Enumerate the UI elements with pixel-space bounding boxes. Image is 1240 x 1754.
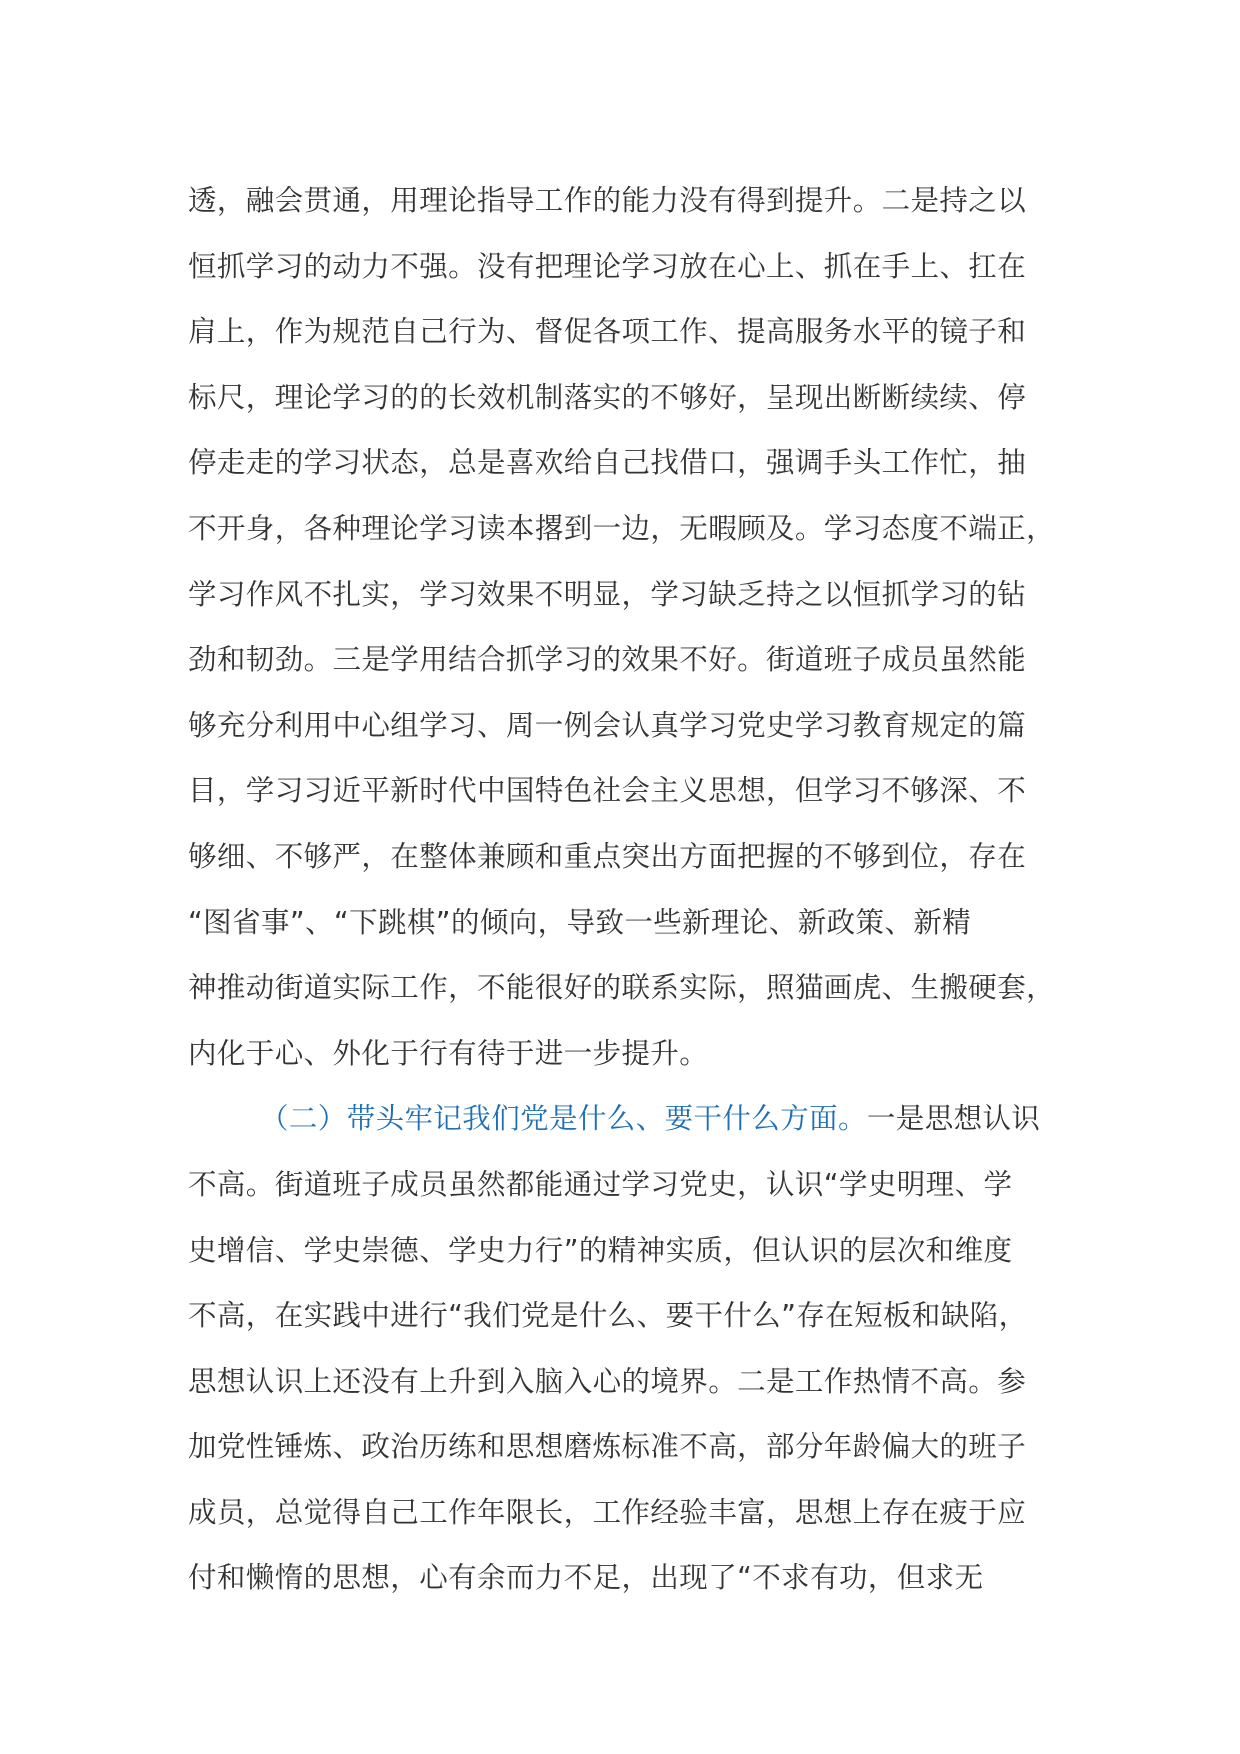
paragraph-line: 付和懒惰的思想，心有余而力不足，出现了“不求有功，但求无 xyxy=(188,1561,984,1595)
paragraph-line: 学习作风不扎实，学习效果不明显，学习缺乏持之以恒抓学习的钻 xyxy=(188,577,1027,611)
paragraph-line: 够充分利用中心组学习、周一例会认真学习党史学习教育规定的篇 xyxy=(188,708,1027,742)
paragraph-line: 目，学习习近平新时代中国特色社会主义思想，但学习不够深、不 xyxy=(188,774,1027,808)
paragraph-line: 停走走的学习状态，总是喜欢给自己找借口，强调手头工作忙，抽 xyxy=(188,446,1027,480)
paragraph-line: 标尺，理论学习的的长效机制落实的不够好，呈现出断断续续、停 xyxy=(188,380,1027,414)
paragraph-line: 肩上，作为规范自己行为、督促各项工作、提高服务水平的镜子和 xyxy=(188,315,1027,349)
paragraph-line: 神推动街道实际工作，不能很好的联系实际，照猫画虎、生搬硬套， xyxy=(188,971,1056,1005)
paragraph-line: 加党性锤炼、政治历练和思想磨炼标准不高，部分年龄偏大的班子 xyxy=(188,1430,1027,1464)
paragraph-line: 思想认识上还没有上升到入脑入心的境界。二是工作热情不高。参 xyxy=(188,1364,1027,1398)
section-first-line-text: 一是思想认识 xyxy=(866,1102,1041,1136)
paragraph-line: “图省事”、“下跳棋”的倾向，导致一些新理论、新政策、新精 xyxy=(188,905,972,939)
paragraph-line: 够细、不够严，在整体兼顾和重点突出方面把握的不够到位，存在 xyxy=(188,839,1027,873)
section-first-line xyxy=(188,1086,1068,1152)
paragraph-line: 透，融会贯通，用理论指导工作的能力没有得到提升。二是持之以 xyxy=(188,184,1027,217)
paragraph-line: 成员，总觉得自己工作年限长，工作经验丰富，思想上存在疲于应 xyxy=(188,1495,1027,1529)
paragraph-line: 不高，在实践中进行“我们党是什么、要干什么”存在短板和缺陷， xyxy=(188,1299,1028,1333)
body-text xyxy=(188,168,1068,1611)
paragraph-line: 史增信、学史崇德、学史力行”的精神实质，但认识的层次和维度 xyxy=(188,1233,1013,1267)
paragraph-line: 内化于心、外化于行有待于进一步提升。 xyxy=(188,1036,709,1070)
section-heading: （二）带头牢记我们党是什么、要干什么方面。 xyxy=(260,1102,867,1136)
paragraph-line: 恒抓学习的动力不强。没有把理论学习放在心上、抓在手上、扛在 xyxy=(188,249,1027,283)
paragraph-line: 不高。街道班子成员虽然都能通过学习党史，认识“学史明理、学 xyxy=(188,1167,1013,1201)
paragraph-line: 不开身，各种理论学习读本撂到一边，无暇顾及。学习态度不端正， xyxy=(188,511,1056,545)
paragraph-line: 劲和韧劲。三是学用结合抓学习的效果不好。街道班子成员虽然能 xyxy=(188,643,1027,677)
